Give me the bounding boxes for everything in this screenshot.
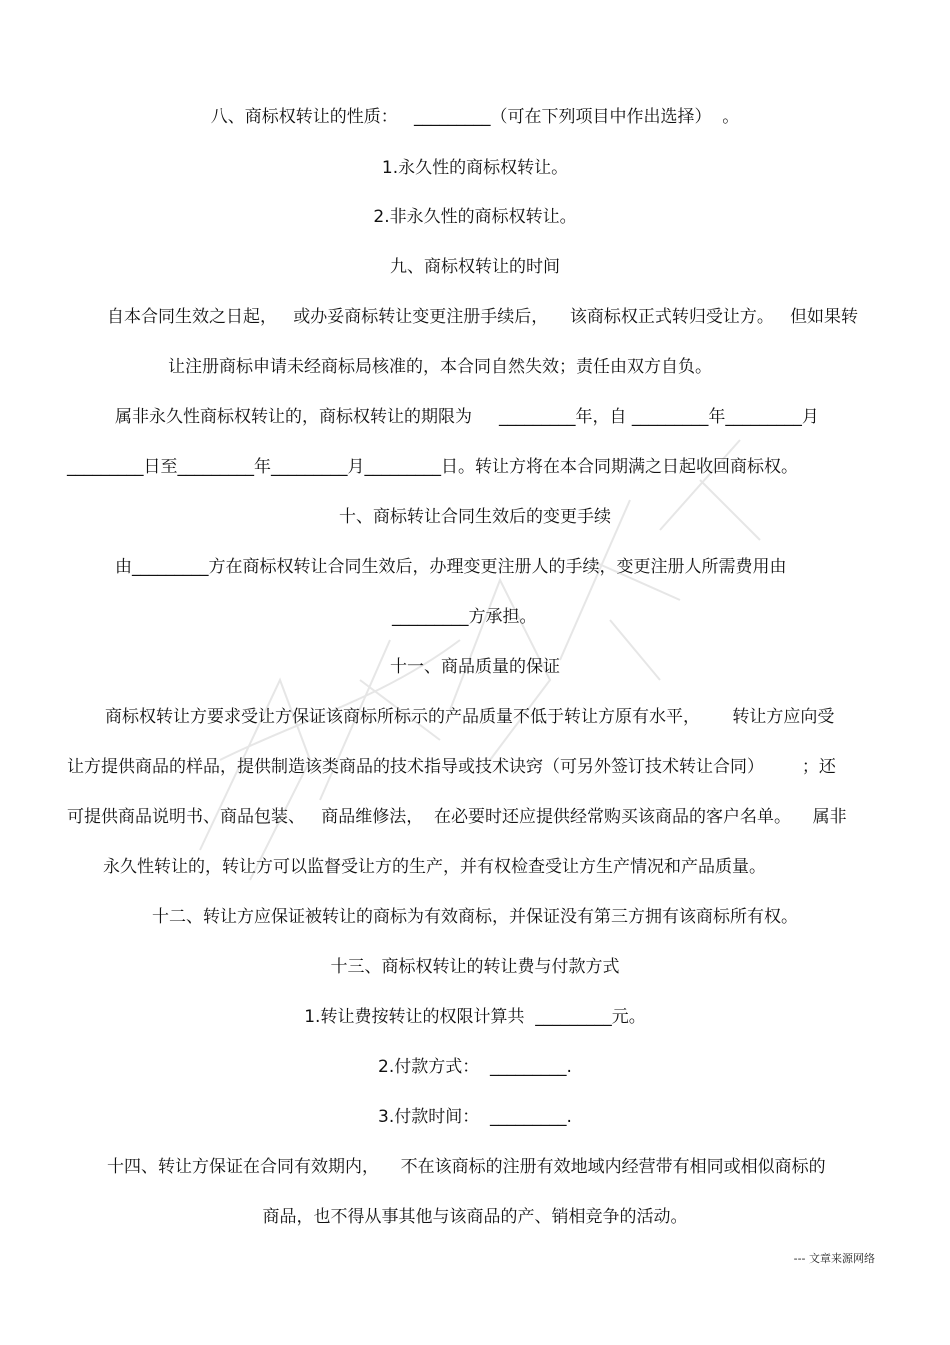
text-line: 十一、商品质量的保证 — [390, 657, 560, 677]
text-line: 3.付款时间： _________. — [378, 1107, 572, 1127]
text-line: _________方承担。 — [392, 607, 537, 627]
text-line: 属非永久性商标权转让的，商标权转让的期限为 _________年，自 _________年_________月 — [115, 407, 819, 427]
text-line: 让方提供商品的样品，提供制造该类商品的技术指导或技术诀窍（可另外签订技术转让合同） ；还 — [67, 757, 836, 777]
text-line: 十四、转让方保证在合同有效期内， 不在该商标的注册有效地域内经营带有相同或相似商标的 — [107, 1157, 826, 1177]
text-line: 可提供商品说明书、商品包装、 商品维修法， 在必要时还应提供经常购买该商品的客户名单。 属非 — [67, 807, 847, 827]
text-line: 八、商标权转让的性质： _________（可在下列项目中作出选择） 。 — [210, 107, 740, 127]
text-line: 让注册商标申请未经商标局核准的，本合同自然失效；责任由双方自负。 — [168, 357, 712, 377]
source-note: --- 文章来源网络 — [793, 1252, 875, 1265]
text-line: 永久性转让的，转让方可以监督受让方的生产，并有权检查受让方生产情况和产品质量。 — [103, 857, 766, 877]
text-line: 2.付款方式： _________. — [378, 1057, 572, 1077]
text-line: 商品，也不得从事其他与该商品的产、销相竞争的活动。 — [262, 1207, 688, 1227]
text-line: 商标权转让方要求受让方保证该商标所标示的产品质量不低于转让方原有水平， 转让方应向受 — [105, 707, 835, 727]
text-line: 1.永久性的商标权转让。 — [381, 158, 569, 178]
text-line: _________日至_________年_________月_________日。转让方将在本合同期满之日起收回商标权。 — [67, 457, 798, 477]
text-line: 由_________方在商标权转让合同生效后，办理变更注册人的手续，变更注册人所需费用由 — [115, 557, 787, 577]
text-line: 十三、商标权转让的转让费与付款方式 — [330, 957, 620, 977]
text-line: 十二、转让方应保证被转让的商标为有效商标，并保证没有第三方拥有该商标所有权。 — [152, 907, 798, 927]
text-line: 自本合同生效之日起， 或办妥商标转让变更注册手续后， 该商标权正式转归受让方。 但如果转 — [107, 307, 859, 327]
text-line: 九、商标权转让的时间 — [390, 257, 560, 277]
text-line: 1.转让费按转让的权限计算共 _________元。 — [304, 1007, 646, 1027]
text-line: 2.非永久性的商标权转让。 — [373, 207, 577, 227]
text-line: 十、商标转让合同生效后的变更手续 — [339, 507, 611, 527]
